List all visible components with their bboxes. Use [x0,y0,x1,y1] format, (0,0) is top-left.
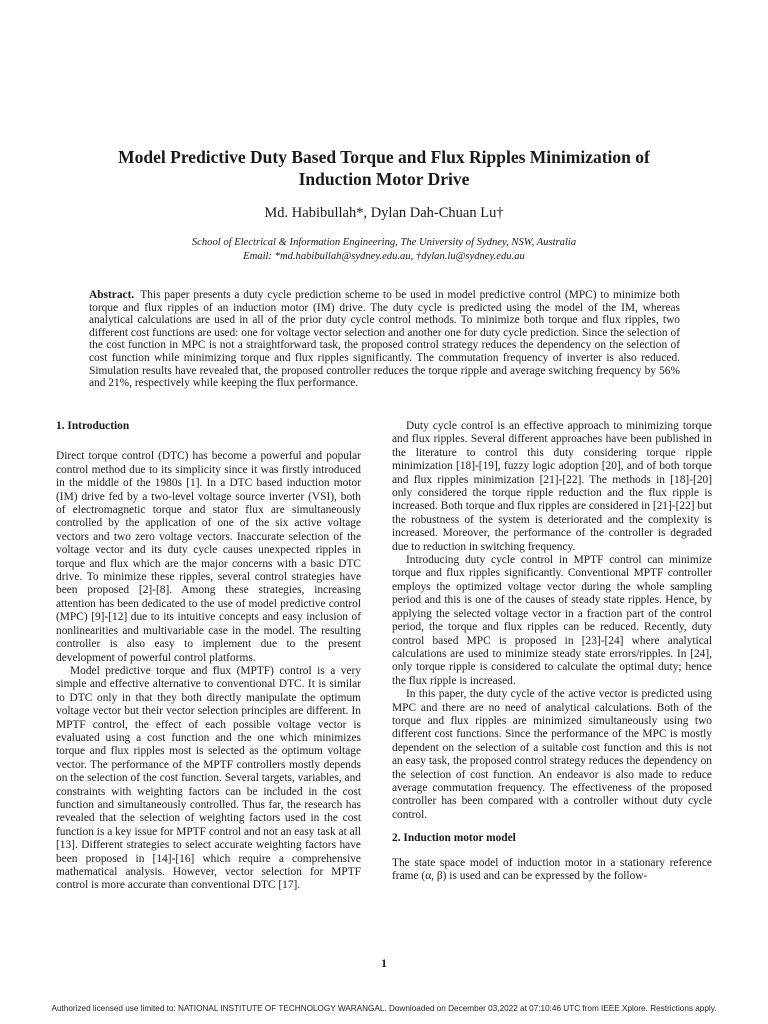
abstract-label: Abstract. [89,289,135,301]
abstract [89,289,680,390]
affiliation: School of Electrical & Information Engineering, The University of Sydney, NSW, Australia [191,237,577,248]
paper-title [60,146,708,190]
title-line-2: Induction Motor Drive [298,169,470,189]
page-number: 1 [381,958,387,970]
paragraph: Direct torque control (DTC) has become a powerful and popular control method due to its simplicity since it was firstly introduced in the middle of the 1980s [1]. In a DTC based induction motor (IM) drive fed by a two-level voltage source inverter (VSI), both of electromagnetic torque and stator flux are simultaneously controlled by the application of one of the six active voltage vectors and two zero voltage vectors. Inaccurate selection of the voltage vector and its duty cycle causes unexpected ripples in torque and flux which are the major concerns with a basic DTC drive. To minimize these ripples, several control strategies have been proposed [2]-[8]. Among these strategies, increasing attention has been dedicated to the use of model predictive control (MPC) [9]-[12] due to its intuitive concepts and easy inclusion of nonlinearities and multivariable case in the model. The resulting controller is also easy to implement due to the present development of powerful control platforms. [56,450,361,664]
affiliation-block [60,236,708,264]
email: Email: *md.habibullah@sydney.edu.au, †dylan.lu@sydney.edu.au [243,251,525,262]
paragraph: The state space model of induction motor in a stationary reference frame (α, β) is used and can be expressed by the follow- [392,856,712,882]
paragraph: Introducing duty cycle control in MPTF control can minimize torque and flux ripples significantly. Conventional MPTF controller employs the optimized voltage vector during the whole sampling period and this is one of the causes of steady state ripples. Hence, by applying the selected voltage vector in a fraction part of the control period, the torque and flux ripples can be reduced. Recently, duty control based MPC is proposed in [23]-[24] where analytical calculations are used to minimize steady state errors/ripples. In [24], only torque ripple is considered to calculate the optimal duty; hence the flux ripple is increased. [392,554,712,687]
paragraph: Duty cycle control is an effective approach to minimizing torque and flux ripples. Several different approaches have been published in the literature to control this duty considering torque ripple minimization [18]-[19], fuzzy logic adoption [20], and of both torque and flux ripples minimization [21]-[22]. The methods in [18]-[20] only considered the torque ripple reduction and the flux ripple is increased. Both torque and flux ripples are considered in [21]-[22] but the robustness of the system is deteriorated and the complexity is increased. Moreover, the performance of the controller is degraded due to reduction in switching frequency. [392,420,712,553]
authors: Md. Habibullah*, Dylan Dah-Chuan Lu† [264,205,504,221]
title-line-1: Model Predictive Duty Based Torque and Flux Ripples Minimization of [118,147,650,167]
paragraph: In this paper, the duty cycle of the active vector is predicted using MPC and there are no need of analytical calculations. Both of the torque and flux ripples are minimized simultaneously using two different cost functions. Since the performance of the MPC is mostly dependent on the selection of a suitable cost function and this is not an easy task, the proposed control strategy reduces the dependency on the selection of cost function. An endeavor is also made to reduce average commutation frequency. The effectiveness of the proposed controller has been compared with a controller without duty cycle control. [392,688,712,821]
section-heading-introduction: 1. Introduction [56,420,130,432]
left-column [56,420,361,893]
section-heading-induction-motor-model: 2. Induction motor model [392,832,516,845]
right-column [392,420,712,883]
abstract-text: This paper presents a duty cycle prediction scheme to be used in model predictive control (MPC) to minimize both torque and flux ripples of an induction motor (IM) drive. The duty cycle is predicted using the model of the IM, whereas analytical calculations are used in all of the prior duty cycle control methods. To minimize both torque and flux ripples, two different cost functions are used: one for voltage vector selection and another one for duty cycle prediction. Since the selection of the cost function in MPC is not a straightforward task, the proposed control strategy reduces the dependency on the selection of cost function while minimizing torque and flux ripples significantly. The commutation frequency of inverter is also reduced. Simulation results have revealed that, the proposed controller reduces the torque ripple and average switching frequency by 56% and 21%, respectively while keeping the flux performance. [89,289,680,390]
paragraph: Model predictive torque and flux (MPTF) control is a very simple and effective alternative to conventional DTC. It is similar to DTC only in that they both directly manipulate the optimum voltage vector but their vector selection principles are different. In MPTF control, the effect of each possible voltage vector is evaluated using a cost function and the one which minimizes torque and flux ripples most is selected as the optimum voltage vector. The performance of the MPTF controllers mostly depends on the selection of the cost function. Several targets, variables, and constraints with weighting factors can be included in the cost function and simultaneously controlled. Thus far, the research has revealed that the selection of weighting factors used in the cost function is a key issue for MPTF control and not an easy task at all [13]. Different strategies to select accurate weighting factors have been proposed in [14]-[16] which require a comprehensive mathematical analysis. However, vector selection for MPTF control is more accurate than conventional DTC [17]. [56,664,361,892]
license-footer: Authorized licensed use limited to: NATIONAL INSTITUTE OF TECHNOLOGY WARANGAL. Downloaded on December 03,2022 at 07:10:46 UTC from IEEE Xplore. Restrictions apply. [51,1004,717,1013]
